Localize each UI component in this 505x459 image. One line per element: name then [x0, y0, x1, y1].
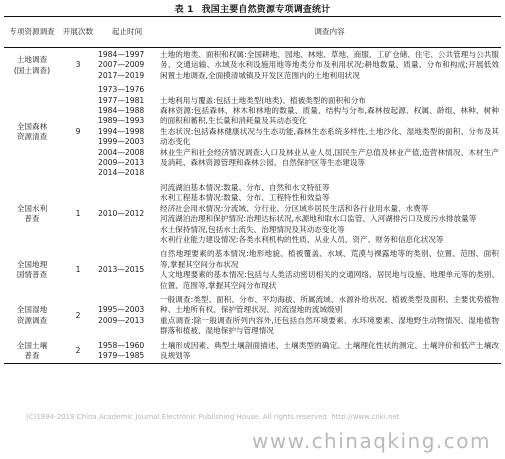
- survey-content-cell: [158, 247, 501, 293]
- survey-period: 1977—1981: [98, 95, 145, 105]
- survey-name: 全国湿地: [16, 305, 48, 315]
- survey-content-cell: [158, 293, 501, 339]
- survey-count-cell: [60, 181, 96, 247]
- survey-name: 国情普查: [16, 270, 48, 280]
- table-row: [4, 293, 501, 339]
- survey-period: 2007—2009: [98, 60, 145, 70]
- survey-years-cell: [96, 83, 158, 181]
- survey-content-item: 河流湖泊基本情况:数量、分布、自然和水文特征等: [160, 182, 330, 192]
- survey-period: 1999—2003: [98, 137, 145, 147]
- survey-years-cell: [96, 293, 158, 339]
- header-count: [60, 17, 96, 48]
- header-count-text: 开展次数: [62, 26, 94, 36]
- survey-content-item: 土地利用与覆盖:包括土地类型(地类)、植被类型的面积和分布: [160, 95, 366, 105]
- survey-period: 1984—1997: [98, 50, 145, 59]
- survey-content-item: 重点调查:除一般调查所列内容外,还包括自然环境要素、水环境要素、湿地野生动物情况、湿地植物群落和植被、湿地保护与管理情况: [160, 315, 499, 336]
- survey-count-cell: [60, 83, 96, 181]
- table-row: [4, 247, 501, 293]
- survey-content-item: 人文地理要素的基本情况:包括与人类活动密切相关的交通网络、居民地与设施、地理单元等的类别、位置、范围等,掌握其空间分布现状: [160, 270, 499, 290]
- survey-name-cell: [4, 339, 60, 364]
- survey-period: 2017—2019: [98, 70, 145, 80]
- survey-content-cell: [158, 83, 501, 181]
- header-content: [158, 17, 501, 48]
- survey-content-item: 一般调查:类型、面积、分布、平均海拔、所属流域、水源补给状况、植被类型及面积、主要优势植物种、土地所有权、保护管理状况、河流湿地的流域级别: [160, 294, 499, 315]
- survey-name: 普查: [24, 350, 40, 360]
- survey-name-cell: [4, 181, 60, 247]
- survey-content-cell: [158, 48, 501, 84]
- survey-count: 1: [75, 208, 81, 218]
- watermark: www.chinaqking.com: [251, 429, 491, 453]
- survey-period: 1989—1993: [98, 116, 145, 126]
- survey-years-cell: [96, 247, 158, 293]
- header-name-text: 专项资源调查: [9, 26, 55, 36]
- survey-count: 2: [75, 310, 81, 320]
- survey-period: 1995—2003: [98, 305, 145, 315]
- survey-period: 2009—2013: [98, 315, 145, 325]
- survey-count-cell: [60, 339, 96, 364]
- survey-name: 全国土壤: [16, 340, 48, 350]
- survey-period: 1984—1988: [98, 106, 145, 116]
- survey-content-cell: [158, 181, 501, 247]
- survey-count: 2: [75, 345, 81, 355]
- survey-content-item: 经济社会用水情况:分流域、分行业、分区域乡居民生活和各行业用水量、水费等: [160, 203, 429, 213]
- survey-count: 1: [75, 264, 81, 274]
- survey-period: 1973—1976: [98, 85, 145, 95]
- survey-content-item: 水利工程基本情况:数量、分布、工程特性和效益等: [160, 193, 330, 203]
- table-caption: [0, 2, 505, 15]
- header-content-text: 调查内容: [314, 26, 345, 36]
- survey-name: 普查: [24, 214, 40, 224]
- header-name: [4, 17, 60, 48]
- survey-content-item: 水土保持情况,包括水土流失、治理情况及其动态变化等: [160, 224, 345, 234]
- survey-name: 资源清查: [16, 132, 48, 142]
- survey-period: 1994—1998: [98, 126, 145, 136]
- survey-name: (国土调查): [13, 65, 51, 75]
- survey-name-cell: [4, 247, 60, 293]
- header-years: [96, 17, 158, 48]
- table-row: [4, 83, 501, 181]
- survey-years-cell: [96, 339, 158, 364]
- survey-content-item: 土地的地类、面积和权属:全国耕地、园地、林地、草地、商服、工矿仓储、住宅、公共管理与公共服务、交通运输、水域及水利设施用地等地类分布及利用状况;耕地数量、质量、分布和构成;开展低效闲置土地调查,全面摸清城镇及开发区范围内的土地利用状况: [160, 50, 499, 80]
- survey-name-cell: [4, 293, 60, 339]
- survey-count: 3: [75, 60, 81, 70]
- survey-count: 9: [75, 126, 81, 136]
- survey-name: 全国森林: [16, 121, 48, 131]
- survey-content-cell: [158, 339, 501, 364]
- survey-years-cell: [96, 181, 158, 247]
- header-years-text: 起止时间: [111, 26, 143, 36]
- survey-period: 2013—2015: [98, 264, 145, 274]
- survey-content-item: 水利行业能力建设情况:各类水利机构的性质、从业人员、资产、财务和信息化状况等: [160, 234, 444, 244]
- survey-name-cell: [4, 83, 60, 181]
- survey-count-cell: [60, 293, 96, 339]
- survey-count-cell: [60, 48, 96, 84]
- copyright-notice: (C)1994-2019 China Academic Journal Electronic Publishing House. All rights reserved. http://www.cnki.net: [26, 413, 400, 421]
- table-row: [4, 181, 501, 247]
- survey-period: 1979—1985: [98, 350, 145, 360]
- survey-name: 全国地理: [16, 259, 48, 269]
- survey-content-item: 土壤形成因素、典型土壤剖面描述、土壤类型的确定、土壤理化性状的测定、土壤评价和低产土壤改良规划等: [160, 340, 499, 360]
- survey-period: 2004—2008: [98, 147, 145, 157]
- header-row: [4, 17, 501, 48]
- survey-period: 2014—2018: [98, 168, 145, 178]
- survey-content-item: 自然地理要素的基本情况:地形地貌、植被覆盖、水域、荒漠与裸露地等的类别、位置、范围、面积等,掌握其空间分布状况: [160, 249, 499, 269]
- survey-content-item: 林业生产和社会经济情况调查:人口及林业从业人员,国民生产总值及林业产值,造营林情况、木材生产及消耗、森林资源管理和森林公园、自然保护区等生态建设等: [160, 147, 499, 168]
- survey-period: 2010—2012: [98, 208, 145, 218]
- survey-count-cell: [60, 247, 96, 293]
- survey-name: 土地调查: [16, 55, 48, 65]
- survey-period: 1958—1960: [98, 340, 145, 350]
- survey-content-item: 生态状况:包括森林健康状况与生态功能,森林生态系统多样性,土地沙化、湿地类型的面积、分布及其动态变化: [160, 126, 499, 147]
- survey-table: [4, 16, 501, 364]
- table-row: [4, 48, 501, 84]
- survey-content-item: 河流湖泊治理和保护情况:治理达标状况,水源地和取水口监管、入河湖排污口及废污水排放量等: [160, 214, 477, 224]
- table-row: [4, 339, 501, 364]
- survey-name-cell: [4, 48, 60, 84]
- table-title: 我国主要自然资源专项调查统计: [201, 5, 331, 15]
- table-number: 表 1: [174, 5, 194, 15]
- survey-name: 资源调查: [16, 315, 48, 325]
- survey-years-cell: [96, 48, 158, 84]
- survey-period: 2009—2013: [98, 158, 145, 168]
- survey-name: 全国水利: [16, 203, 48, 213]
- survey-content-item: 森林资源:包括森林、林木和林地的数量、质量、结构与分布,森林按起源、权属、龄组、林种、树种的面积和蓄积,生长量和消耗量及其动态变化: [160, 106, 499, 126]
